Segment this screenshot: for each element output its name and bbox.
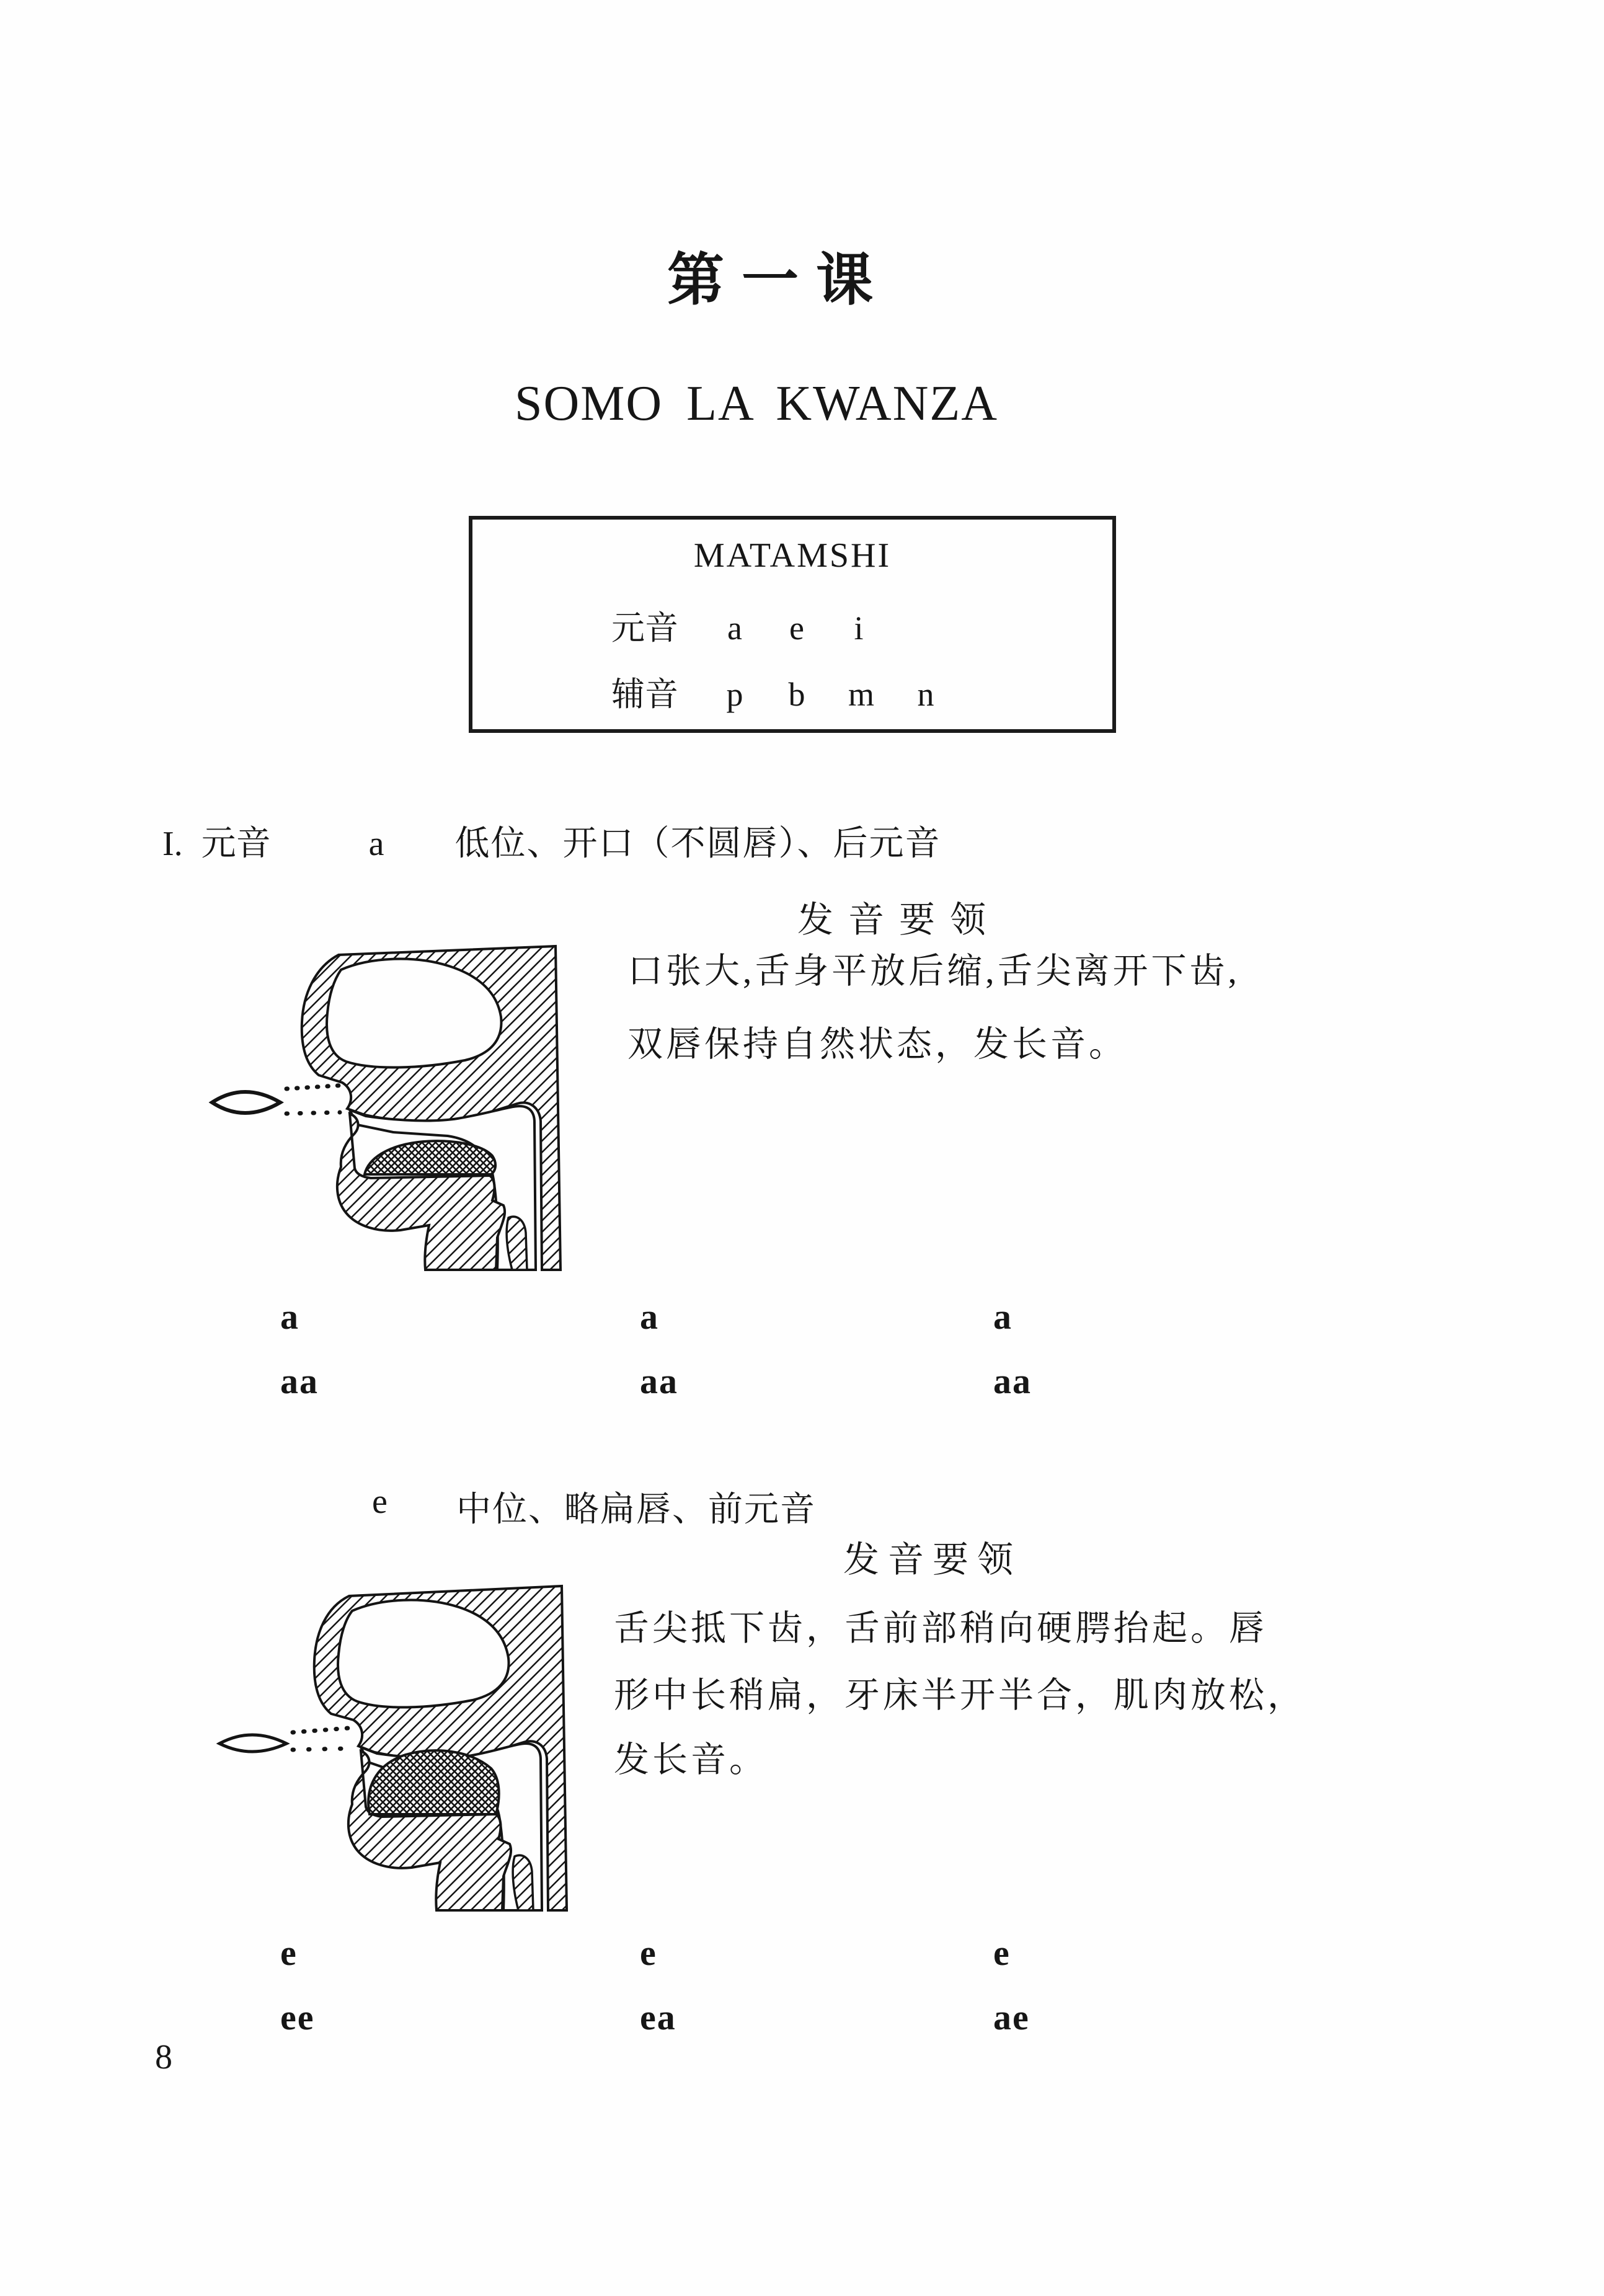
practice-syllable: e (640, 1933, 657, 1973)
practice-syllable: ea (640, 1997, 676, 2037)
phoneme-letter: e (789, 609, 804, 647)
practice-syllable: aa (993, 1361, 1032, 1401)
airflow-dotted-lower (286, 1112, 340, 1114)
tips-line: 口张大,舌身平放后缩,舌尖离开下齿, (627, 952, 1240, 991)
pronunciation-tips-title-e: 发音要领 (843, 1540, 1022, 1580)
practice-syllable: a (280, 1296, 299, 1337)
epiglottis (507, 1217, 527, 1270)
section-letter-a: a (368, 825, 384, 863)
tips-line: 双唇保持自然状态，发长音。 (627, 1025, 1127, 1064)
practice-syllable: ae (993, 1997, 1030, 2037)
practice-syllable: aa (280, 1361, 319, 1401)
consonant-row-label: 辅音 (611, 676, 678, 713)
page-number: 8 (155, 2038, 172, 2077)
section-numeral: I. (162, 825, 183, 863)
phoneme-letter: i (854, 609, 864, 647)
phoneme-letter: b (788, 676, 805, 713)
airflow-dotted-upper (293, 1727, 357, 1732)
tips-line: 形中长稍扁，牙床半开半合，肌肉放松， (614, 1676, 1306, 1715)
practice-syllable: e (280, 1933, 298, 1973)
section-a-description: 低位、开口（不圆唇）、后元音 (454, 825, 941, 863)
phoneme-letter: a (727, 609, 742, 647)
phoneme-letter: m (848, 676, 875, 713)
consonant-row (472, 668, 1112, 716)
matamshi-box-title: MATAMSHI (693, 536, 892, 575)
matamshi-box (469, 516, 1116, 733)
tips-line: 舌尖抵下齿，舌前部稍向硬腭抬起。唇 (614, 1609, 1267, 1648)
mouth-cross-section-diagram-e (216, 1560, 588, 1923)
practice-syllable: a (640, 1296, 659, 1337)
phoneme-letter: p (726, 676, 743, 713)
airflow-dotted-upper (286, 1085, 346, 1089)
phoneme-letter: n (917, 676, 934, 713)
practice-syllable: e (993, 1933, 1011, 1973)
lip-opening (219, 1735, 286, 1752)
tongue-low-back (365, 1141, 495, 1174)
section-e-description: 中位、略扁唇、前元音 (456, 1491, 816, 1529)
mouth-cross-section-diagram-a (207, 928, 579, 1276)
practice-syllable: a (993, 1296, 1012, 1337)
section-a-heading (162, 816, 941, 866)
epiglottis (513, 1855, 533, 1910)
lip-opening (212, 1092, 280, 1113)
practice-syllable: aa (640, 1361, 678, 1401)
tips-line: 发长音。 (614, 1740, 768, 1780)
lesson-title-swahili: SOMO LA KWANZA (515, 376, 998, 431)
airflow-dotted-lower (293, 1749, 347, 1750)
lesson-title-chinese: 第一课 (667, 249, 891, 312)
practice-syllable: ee (280, 1997, 315, 2037)
vowel-row (472, 601, 1112, 649)
section-category: 元音 (201, 825, 271, 863)
section-letter-e: e (372, 1483, 388, 1521)
pronunciation-tips-title-a: 发音要领 (797, 900, 1001, 940)
vowel-row-label: 元音 (611, 609, 678, 647)
